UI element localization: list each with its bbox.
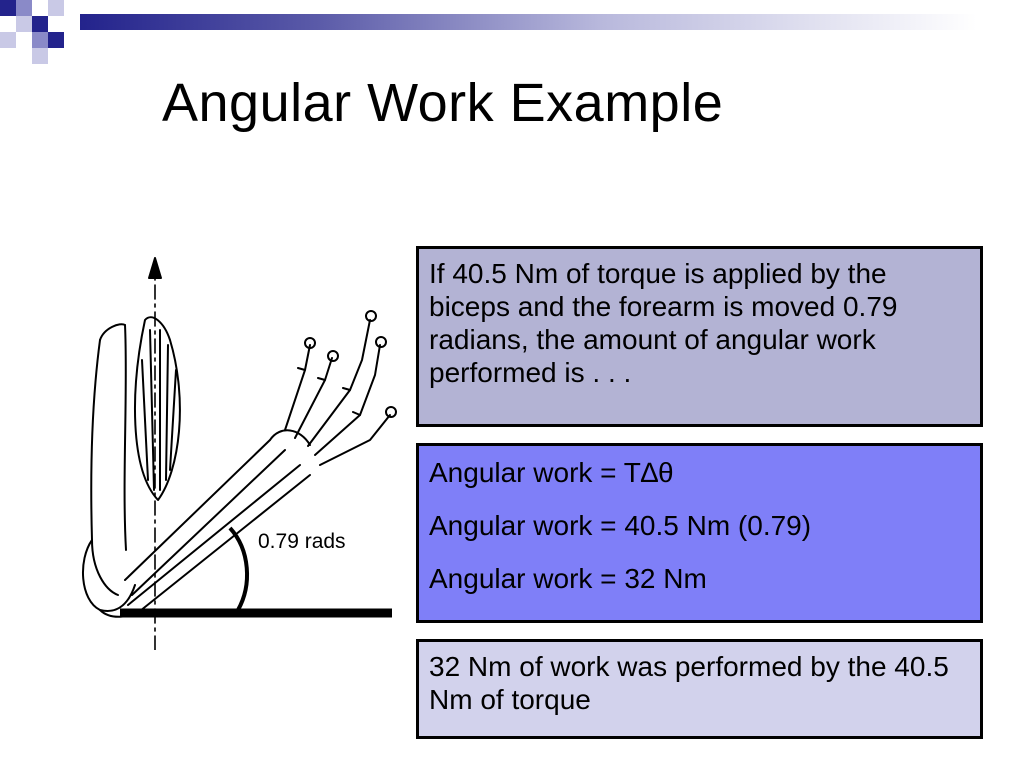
- calculation-box: [416, 443, 983, 623]
- calculation-line: Angular work = T∆θ: [429, 457, 674, 488]
- calculation-line: Angular work = 40.5 Nm (0.79): [429, 510, 812, 542]
- angle-label: 0.79 rads: [258, 530, 346, 553]
- calculation-line: Angular work = 32 Nm: [429, 563, 707, 595]
- conclusion-box: 32 Nm of work was performed by the 40.5 Nm of torque: [416, 639, 983, 739]
- problem-statement-box: If 40.5 Nm of torque is applied by the biceps and the forearm is moved 0.79 radians, the amount of angular work performed is . . .: [416, 246, 983, 427]
- arm-skeleton-biceps-illustration: [70, 250, 400, 650]
- header-gradient-bar: [80, 14, 1024, 30]
- slide-title: Angular Work Example: [162, 73, 724, 133]
- corner-decoration: [0, 0, 120, 70]
